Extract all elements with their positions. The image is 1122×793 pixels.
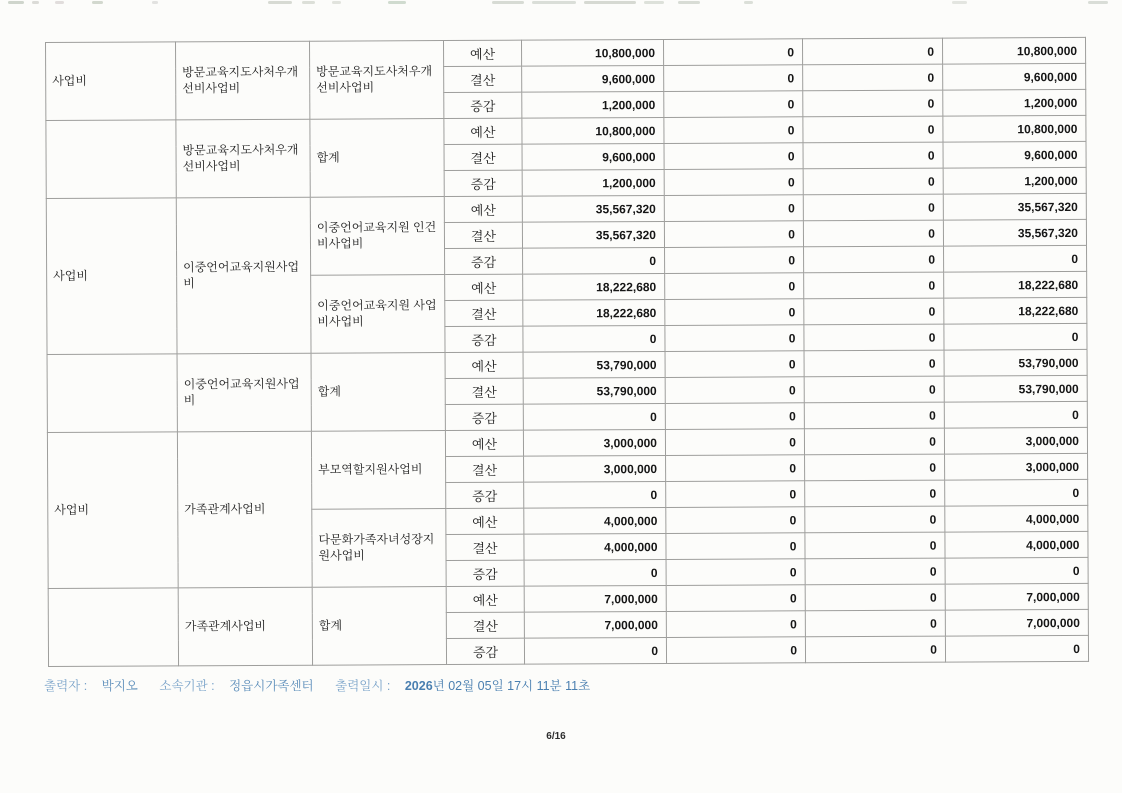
cell-amount: 0 xyxy=(945,479,1088,506)
cell-amount: 53,790,000 xyxy=(944,349,1087,376)
cell-amount: 35,567,320 xyxy=(522,221,664,248)
cell-amount: 0 xyxy=(665,377,804,404)
cell-amount: 35,567,320 xyxy=(943,193,1086,220)
cell-metric-label: 결산 xyxy=(446,612,524,638)
cell-category-sub: 방문교육지도사처우개선비사업비 xyxy=(176,119,310,198)
scan-artifact xyxy=(302,1,315,4)
scan-artifact xyxy=(584,1,636,4)
cell-amount: 0 xyxy=(945,557,1088,584)
cell-amount: 0 xyxy=(666,533,805,560)
cell-metric-label: 결산 xyxy=(446,456,524,482)
cell-amount: 0 xyxy=(666,585,805,612)
cell-metric-label: 예산 xyxy=(445,274,523,300)
cell-amount: 0 xyxy=(803,116,943,143)
cell-category-detail: 이중언어교육지원 사업비사업비 xyxy=(311,275,445,354)
cell-amount: 0 xyxy=(664,195,803,222)
cell-amount: 0 xyxy=(805,506,945,533)
cell-category-sub: 가족관계사업비 xyxy=(178,587,312,666)
cell-amount: 53,790,000 xyxy=(523,351,665,378)
cell-category-main xyxy=(48,588,178,667)
table-wrapper xyxy=(45,37,1089,667)
org-value: 정읍시가족센터 xyxy=(229,679,314,693)
cell-category-detail: 방문교육지도사처우개선비사업비 xyxy=(309,41,443,120)
cell-metric-label: 예산 xyxy=(445,430,523,456)
cell-amount: 10,800,000 xyxy=(942,37,1085,64)
scan-artifact xyxy=(55,1,64,4)
cell-amount: 4,000,000 xyxy=(524,507,666,534)
cell-amount: 1,200,000 xyxy=(943,89,1086,116)
cell-amount: 35,567,320 xyxy=(522,195,664,222)
cell-amount: 0 xyxy=(804,324,944,351)
cell-amount: 1,200,000 xyxy=(522,169,664,196)
cell-amount: 3,000,000 xyxy=(524,455,666,482)
scan-artifact xyxy=(32,1,39,4)
cell-amount: 0 xyxy=(944,401,1087,428)
cell-metric-label: 증감 xyxy=(444,170,522,196)
cell-amount: 4,000,000 xyxy=(945,531,1088,558)
cell-amount: 0 xyxy=(666,481,805,508)
cell-amount: 7,000,000 xyxy=(945,609,1088,636)
cell-category-sub: 가족관계사업비 xyxy=(177,431,312,588)
scan-artifact xyxy=(952,1,967,4)
cell-amount: 0 xyxy=(664,143,803,170)
cell-category-detail: 이중언어교육지원 인건비사업비 xyxy=(310,197,444,276)
cell-amount: 0 xyxy=(666,559,805,586)
org-label: 소속기관 : xyxy=(159,679,215,693)
cell-amount: 0 xyxy=(665,429,804,456)
cell-amount: 0 xyxy=(523,403,665,430)
cell-category-detail: 합계 xyxy=(312,587,446,666)
cell-category-detail: 합계 xyxy=(310,119,444,198)
scan-artifact xyxy=(492,1,524,4)
scan-artifact xyxy=(92,1,103,4)
cell-amount: 9,600,000 xyxy=(943,141,1086,168)
scan-artifact xyxy=(644,1,664,4)
cell-amount: 0 xyxy=(805,636,945,663)
cell-category-detail: 부모역할지원사업비 xyxy=(311,431,445,510)
cell-amount: 0 xyxy=(666,455,805,482)
printed-by-value: 박지오 xyxy=(101,679,138,693)
cell-amount: 0 xyxy=(805,480,945,507)
cell-amount: 0 xyxy=(804,246,944,273)
cell-amount: 0 xyxy=(803,64,943,91)
cell-amount: 4,000,000 xyxy=(524,533,666,560)
cell-category-main xyxy=(46,120,176,199)
cell-category-main xyxy=(47,354,177,433)
cell-metric-label: 증감 xyxy=(446,482,524,508)
cell-amount: 0 xyxy=(524,481,666,508)
scan-artifact xyxy=(744,1,753,4)
scan-artifact xyxy=(532,1,576,4)
cell-amount: 0 xyxy=(805,454,945,481)
scan-artifact xyxy=(268,1,292,4)
cell-amount: 35,567,320 xyxy=(943,219,1086,246)
cell-amount: 0 xyxy=(805,532,945,559)
cell-amount: 0 xyxy=(805,558,945,585)
scan-artifact xyxy=(332,1,341,4)
cell-amount: 0 xyxy=(664,91,803,118)
cell-category-detail: 합계 xyxy=(311,353,445,432)
cell-metric-label: 결산 xyxy=(444,222,522,248)
scan-artifact xyxy=(8,1,24,4)
cell-metric-label: 결산 xyxy=(445,378,523,404)
cell-metric-label: 증감 xyxy=(445,326,523,352)
printed-at-year: 2026 xyxy=(404,679,433,693)
print-footer xyxy=(44,676,1094,694)
cell-category-sub: 방문교육지도사처우개선비사업비 xyxy=(176,41,310,120)
cell-category-main: 사업비 xyxy=(46,198,177,355)
cell-metric-label: 예산 xyxy=(443,40,521,66)
cell-amount: 0 xyxy=(663,39,802,66)
cell-metric-label: 증감 xyxy=(444,92,522,118)
printed-by-label: 출력자 : xyxy=(44,679,88,693)
cell-amount: 0 xyxy=(665,247,804,274)
cell-amount: 0 xyxy=(804,350,944,377)
cell-metric-label: 결산 xyxy=(444,66,522,92)
cell-metric-label: 증감 xyxy=(445,248,523,274)
cell-category-sub: 이중언어교육지원사업비 xyxy=(176,197,311,354)
cell-amount: 0 xyxy=(805,584,945,611)
cell-amount: 0 xyxy=(805,610,945,637)
cell-amount: 0 xyxy=(665,325,804,352)
cell-amount: 18,222,680 xyxy=(944,297,1087,324)
cell-amount: 3,000,000 xyxy=(523,429,665,456)
cell-amount: 9,600,000 xyxy=(943,63,1086,90)
cell-amount: 1,200,000 xyxy=(522,91,664,118)
cell-amount: 0 xyxy=(664,221,803,248)
cell-category-sub: 이중언어교육지원사업비 xyxy=(177,353,311,432)
cell-amount: 0 xyxy=(802,38,942,65)
cell-amount: 10,800,000 xyxy=(522,117,664,144)
cell-metric-label: 예산 xyxy=(446,586,524,612)
cell-amount: 0 xyxy=(804,272,944,299)
budget-table xyxy=(45,37,1089,667)
cell-amount: 0 xyxy=(664,65,803,92)
cell-metric-label: 결산 xyxy=(446,534,524,560)
cell-amount: 0 xyxy=(665,273,804,300)
cell-amount: 0 xyxy=(945,635,1088,662)
cell-amount: 0 xyxy=(804,298,944,325)
cell-amount: 4,000,000 xyxy=(945,505,1088,532)
cell-amount: 0 xyxy=(524,637,666,664)
cell-amount: 0 xyxy=(803,142,943,169)
cell-amount: 0 xyxy=(664,169,803,196)
cell-metric-label: 예산 xyxy=(446,508,524,534)
cell-amount: 18,222,680 xyxy=(523,273,665,300)
printed-at-label: 출력일시 : xyxy=(335,679,391,693)
cell-amount: 0 xyxy=(523,247,665,274)
scan-artifact xyxy=(1088,1,1108,4)
cell-amount: 0 xyxy=(665,403,804,430)
cell-metric-label: 예산 xyxy=(445,352,523,378)
cell-amount: 7,000,000 xyxy=(945,583,1088,610)
cell-metric-label: 증감 xyxy=(445,404,523,430)
cell-amount: 0 xyxy=(664,117,803,144)
cell-amount: 18,222,680 xyxy=(523,299,665,326)
cell-amount: 53,790,000 xyxy=(944,375,1087,402)
scan-artifact-strip xyxy=(0,0,1122,6)
cell-amount: 9,600,000 xyxy=(522,143,664,170)
cell-amount: 9,600,000 xyxy=(522,65,664,92)
cell-amount: 0 xyxy=(665,299,804,326)
cell-category-main: 사업비 xyxy=(47,432,178,589)
cell-amount: 0 xyxy=(804,402,944,429)
cell-amount: 0 xyxy=(804,428,944,455)
cell-amount: 53,790,000 xyxy=(523,377,665,404)
cell-amount: 0 xyxy=(524,559,666,586)
cell-amount: 0 xyxy=(944,323,1087,350)
page-number: 6/16 xyxy=(546,731,566,742)
cell-amount: 3,000,000 xyxy=(944,427,1087,454)
cell-metric-label: 예산 xyxy=(444,196,522,222)
cell-amount: 0 xyxy=(523,325,665,352)
cell-amount: 18,222,680 xyxy=(944,271,1087,298)
cell-metric-label: 결산 xyxy=(445,300,523,326)
cell-amount: 0 xyxy=(944,245,1087,272)
cell-amount: 0 xyxy=(804,376,944,403)
cell-metric-label: 증감 xyxy=(446,638,524,664)
scan-artifact xyxy=(152,1,158,4)
printed-at-rest: 년 02월 05일 17시 11분 11초 xyxy=(432,679,591,693)
cell-amount: 1,200,000 xyxy=(943,167,1086,194)
cell-metric-label: 증감 xyxy=(446,560,524,586)
scan-artifact xyxy=(678,1,700,4)
cell-amount: 3,000,000 xyxy=(945,453,1088,480)
printed-at-value xyxy=(405,679,590,693)
cell-metric-label: 결산 xyxy=(444,144,522,170)
cell-amount: 0 xyxy=(803,220,943,247)
cell-amount: 0 xyxy=(803,194,943,221)
cell-amount: 7,000,000 xyxy=(524,611,666,638)
cell-amount: 0 xyxy=(803,168,943,195)
cell-amount: 10,800,000 xyxy=(943,115,1086,142)
cell-amount: 0 xyxy=(666,637,805,664)
cell-metric-label: 예산 xyxy=(444,118,522,144)
cell-category-detail: 다문화가족자녀성장지원사업비 xyxy=(312,509,446,588)
cell-amount: 10,800,000 xyxy=(521,39,663,66)
budget-table-body xyxy=(46,37,1089,666)
cell-amount: 7,000,000 xyxy=(524,585,666,612)
cell-category-main: 사업비 xyxy=(46,42,176,121)
cell-amount: 0 xyxy=(665,351,804,378)
cell-amount: 0 xyxy=(803,90,943,117)
cell-amount: 0 xyxy=(666,611,805,638)
scan-artifact xyxy=(388,1,406,4)
cell-amount: 0 xyxy=(666,507,805,534)
